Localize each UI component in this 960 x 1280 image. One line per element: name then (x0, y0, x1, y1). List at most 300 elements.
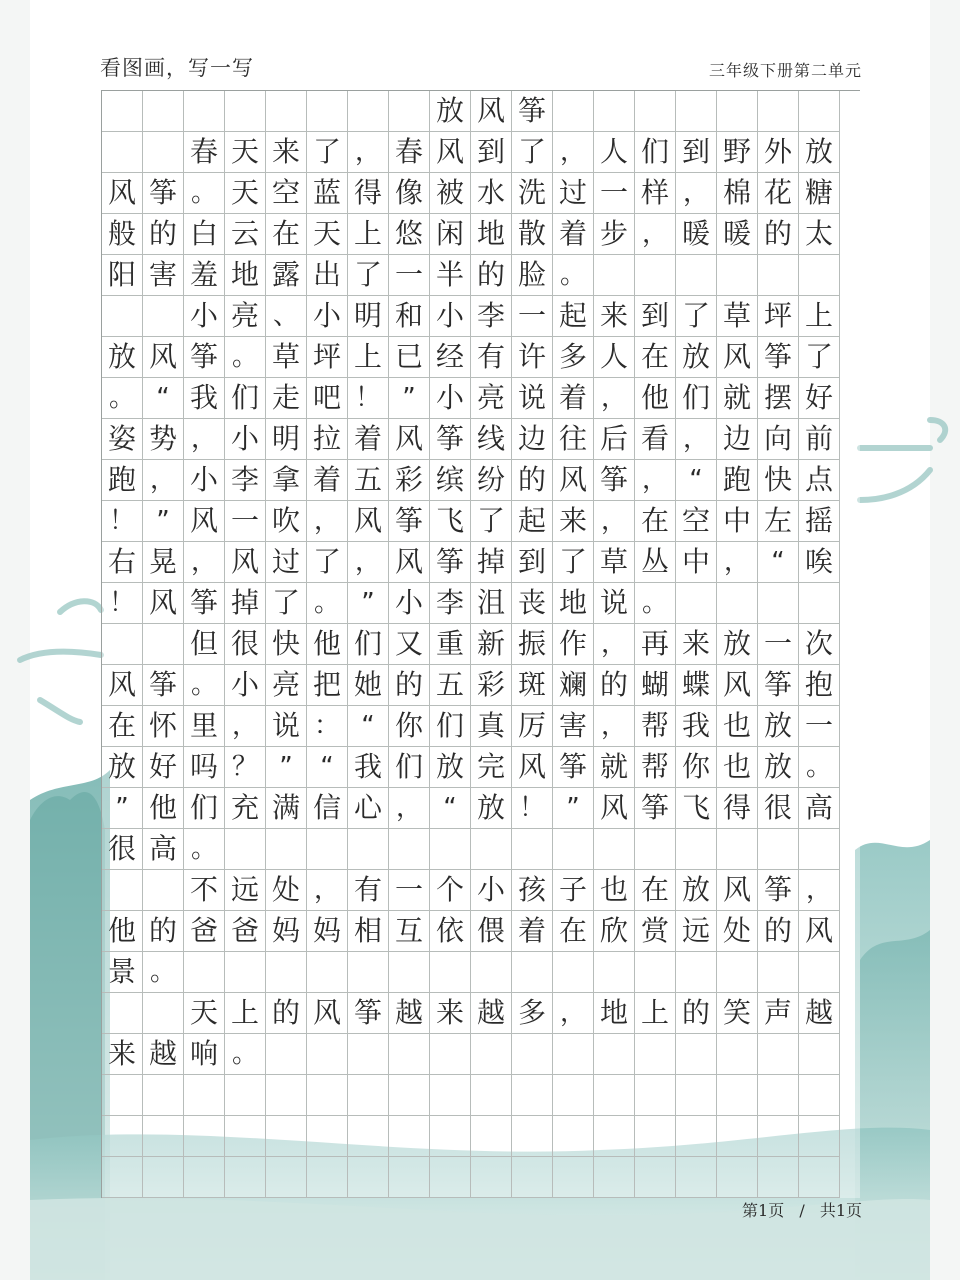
grid-cell: 不 (184, 870, 225, 911)
grid-cell: 小 (225, 419, 266, 460)
grid-cell: 小 (430, 378, 471, 419)
grid-cell: 上 (348, 337, 389, 378)
grid-cell: “ (143, 378, 184, 419)
grid-cell: 风 (143, 583, 184, 624)
grid-cell: 相 (348, 911, 389, 952)
grid-cell: 一 (389, 870, 430, 911)
grid-cell: 。 (184, 829, 225, 870)
grid-cell: 抱 (799, 665, 840, 706)
grid-cell: 样 (635, 173, 676, 214)
grid-cell: 子 (553, 870, 594, 911)
grid-cell: 露 (266, 255, 307, 296)
grid-cell: 般 (102, 214, 143, 255)
grid-cell: 。 (102, 378, 143, 419)
grid-cell: 天 (307, 214, 348, 255)
grid-cell: 放 (676, 870, 717, 911)
grid-cell: 风 (143, 337, 184, 378)
grid-cell: 半 (430, 255, 471, 296)
grid-cell: 妈 (266, 911, 307, 952)
grid-cell (307, 91, 348, 132)
grid-cell: 信 (307, 788, 348, 829)
grid-cell: 人 (594, 337, 635, 378)
grid-cell: 次 (799, 624, 840, 665)
grid-cell (594, 1075, 635, 1116)
grid-cell: 势 (143, 419, 184, 460)
grid-cell: 害 (143, 255, 184, 296)
grid-cell (717, 91, 758, 132)
grid-cell: ， (307, 870, 348, 911)
grid-cell: 筝 (758, 337, 799, 378)
grid-cell: “ (307, 747, 348, 788)
unit-label: 三年级下册第二单元 (708, 61, 862, 80)
grid-cell (348, 1116, 389, 1157)
grid-cell: ” (143, 501, 184, 542)
grid-cell: 悠 (389, 214, 430, 255)
grid-cell: 充 (225, 788, 266, 829)
grid-cell (389, 1116, 430, 1157)
grid-row (102, 255, 860, 296)
grid-cell: 了 (266, 583, 307, 624)
grid-cell: 筝 (143, 173, 184, 214)
grid-cell: 出 (307, 255, 348, 296)
grid-cell: ， (799, 870, 840, 911)
grid-cell: 暖 (676, 214, 717, 255)
grid-cell: 筝 (430, 419, 471, 460)
grid-cell: 着 (553, 214, 594, 255)
grid-cell: 着 (553, 378, 594, 419)
grid-cell: 们 (389, 747, 430, 788)
grid-cell: 右 (102, 542, 143, 583)
grid-cell: 在 (635, 870, 676, 911)
grid-cell: ， (594, 378, 635, 419)
grid-cell: 很 (758, 788, 799, 829)
grid-cell (635, 829, 676, 870)
grid-cell: ， (225, 706, 266, 747)
grid-cell: 多 (512, 993, 553, 1034)
grid-row (102, 911, 860, 952)
grid-cell: 他 (307, 624, 348, 665)
grid-cell: 但 (184, 624, 225, 665)
grid-cell (307, 1157, 348, 1198)
grid-cell: ， (348, 132, 389, 173)
grid-row (102, 419, 860, 460)
grid-cell: 彩 (471, 665, 512, 706)
grid-cell: 我 (184, 378, 225, 419)
grid-row (102, 1075, 860, 1116)
grid-cell (307, 829, 348, 870)
grid-cell: 向 (758, 419, 799, 460)
grid-cell: 放 (758, 747, 799, 788)
grid-row (102, 1034, 860, 1075)
grid-cell: ， (717, 542, 758, 583)
grid-cell: 筝 (389, 501, 430, 542)
grid-cell: 又 (389, 624, 430, 665)
grid-cell: 中 (717, 501, 758, 542)
grid-cell: 吗 (184, 747, 225, 788)
grid-cell (758, 829, 799, 870)
grid-cell: 了 (799, 337, 840, 378)
grid-cell (102, 993, 143, 1034)
grid-cell: 害 (553, 706, 594, 747)
grid-cell: 空 (266, 173, 307, 214)
grid-cell: ” (348, 583, 389, 624)
grid-cell (553, 1034, 594, 1075)
grid-cell (348, 952, 389, 993)
grid-cell: 唉 (799, 542, 840, 583)
grid-cell: 满 (266, 788, 307, 829)
grid-cell: 们 (225, 378, 266, 419)
grid-cell: 快 (758, 460, 799, 501)
grid-cell (102, 296, 143, 337)
grid-cell (389, 829, 430, 870)
grid-cell: 依 (430, 911, 471, 952)
grid-cell: 风 (471, 91, 512, 132)
grid-cell: 说 (512, 378, 553, 419)
grid-cell: 风 (717, 337, 758, 378)
grid-cell: 五 (348, 460, 389, 501)
grid-cell: 们 (348, 624, 389, 665)
grid-cell (471, 829, 512, 870)
grid-cell: ？ (225, 747, 266, 788)
grid-cell (389, 1034, 430, 1075)
grid-cell (717, 1157, 758, 1198)
grid-cell: 响 (184, 1034, 225, 1075)
grid-cell: 高 (143, 829, 184, 870)
grid-cell: 作 (553, 624, 594, 665)
grid-cell: 笑 (717, 993, 758, 1034)
grid-cell (799, 91, 840, 132)
grid-row (102, 173, 860, 214)
grid-cell (717, 1116, 758, 1157)
grid-cell: 赏 (635, 911, 676, 952)
grid-cell: 远 (225, 870, 266, 911)
grid-cell: 纷 (471, 460, 512, 501)
grid-cell: 有 (471, 337, 512, 378)
grid-cell: 放 (799, 132, 840, 173)
grid-cell (635, 1157, 676, 1198)
grid-cell: 风 (348, 501, 389, 542)
grid-cell: 筝 (553, 747, 594, 788)
grid-cell (676, 583, 717, 624)
grid-cell: 掉 (471, 542, 512, 583)
grid-row (102, 1157, 860, 1198)
grid-cell: 互 (389, 911, 430, 952)
grid-cell (307, 1034, 348, 1075)
grid-cell (143, 296, 184, 337)
grid-cell (594, 1157, 635, 1198)
grid-cell: 风 (717, 870, 758, 911)
grid-cell: 步 (594, 214, 635, 255)
grid-cell: 五 (430, 665, 471, 706)
grid-cell: 飞 (430, 501, 471, 542)
grid-cell (143, 1116, 184, 1157)
grid-cell: ： (307, 706, 348, 747)
grid-cell: 前 (799, 419, 840, 460)
grid-cell: 也 (594, 870, 635, 911)
grid-cell: 地 (225, 255, 266, 296)
grid-cell: ！ (102, 583, 143, 624)
grid-cell: ， (389, 788, 430, 829)
grid-cell: 风 (430, 132, 471, 173)
grid-cell: 春 (389, 132, 430, 173)
grid-cell: 好 (799, 378, 840, 419)
grid-cell (225, 1075, 266, 1116)
grid-cell: 得 (717, 788, 758, 829)
grid-cell: 风 (307, 993, 348, 1034)
grid-cell (102, 1075, 143, 1116)
grid-cell: 里 (184, 706, 225, 747)
grid-cell (512, 1116, 553, 1157)
grid-cell: 了 (307, 542, 348, 583)
grid-cell: 一 (225, 501, 266, 542)
grid-cell: 妈 (307, 911, 348, 952)
grid-cell: 放 (676, 337, 717, 378)
grid-row (102, 993, 860, 1034)
grid-cell (553, 1157, 594, 1198)
grid-row (102, 583, 860, 624)
grid-cell: ！ (102, 501, 143, 542)
grid-cell: 斓 (553, 665, 594, 706)
grid-cell: 振 (512, 624, 553, 665)
grid-cell: 帮 (635, 747, 676, 788)
grid-cell (758, 1034, 799, 1075)
grid-cell (225, 1157, 266, 1198)
grid-cell (389, 1075, 430, 1116)
grid-cell: 一 (512, 296, 553, 337)
grid-cell: 李 (430, 583, 471, 624)
grid-cell: 棉 (717, 173, 758, 214)
grid-cell: 地 (553, 583, 594, 624)
grid-cell: 坪 (758, 296, 799, 337)
grid-row (102, 870, 860, 911)
grid-cell: 把 (307, 665, 348, 706)
grid-cell: 上 (799, 296, 840, 337)
grid-cell (102, 1157, 143, 1198)
grid-cell: 摆 (758, 378, 799, 419)
grid-cell: 筝 (430, 542, 471, 583)
grid-cell: 边 (512, 419, 553, 460)
grid-cell: 起 (512, 501, 553, 542)
grid-cell: 的 (143, 911, 184, 952)
grid-cell: 经 (430, 337, 471, 378)
grid-cell (553, 1116, 594, 1157)
grid-cell (266, 952, 307, 993)
grid-cell (348, 1157, 389, 1198)
grid-cell: 闲 (430, 214, 471, 255)
grid-cell: 草 (266, 337, 307, 378)
grid-cell (471, 1157, 512, 1198)
grid-cell: 爸 (225, 911, 266, 952)
grid-cell: 外 (758, 132, 799, 173)
grid-cell: 很 (102, 829, 143, 870)
grid-cell: 阳 (102, 255, 143, 296)
grid-cell: 筝 (635, 788, 676, 829)
grid-cell: 景 (102, 952, 143, 993)
grid-cell: 我 (348, 747, 389, 788)
grid-cell: 天 (225, 173, 266, 214)
grid-cell: 沮 (471, 583, 512, 624)
grid-cell (471, 1116, 512, 1157)
grid-row (102, 952, 860, 993)
grid-cell: 你 (389, 706, 430, 747)
grid-cell: 散 (512, 214, 553, 255)
grid-cell: 吧 (307, 378, 348, 419)
grid-cell (143, 91, 184, 132)
grid-cell (266, 1075, 307, 1116)
grid-cell (102, 91, 143, 132)
grid-cell: 左 (758, 501, 799, 542)
grid-cell: 。 (225, 1034, 266, 1075)
grid-cell: 们 (430, 706, 471, 747)
grid-cell: 丛 (635, 542, 676, 583)
grid-cell (389, 91, 430, 132)
grid-cell: 。 (553, 255, 594, 296)
grid-cell: ， (348, 542, 389, 583)
grid-cell (676, 1034, 717, 1075)
grid-cell (676, 829, 717, 870)
grid-cell (799, 1034, 840, 1075)
grid-cell (676, 952, 717, 993)
grid-cell: 草 (717, 296, 758, 337)
grid-cell: 风 (389, 419, 430, 460)
grid-cell (758, 1075, 799, 1116)
grid-cell: “ (758, 542, 799, 583)
grid-cell: 再 (635, 624, 676, 665)
grid-cell: 处 (266, 870, 307, 911)
grid-cell (430, 952, 471, 993)
grid-cell: 帮 (635, 706, 676, 747)
grid-cell: 太 (799, 214, 840, 255)
grid-cell (676, 91, 717, 132)
grid-cell (799, 1157, 840, 1198)
grid-cell: 风 (512, 747, 553, 788)
grid-cell: 。 (635, 583, 676, 624)
grid-cell: 脸 (512, 255, 553, 296)
grid-cell: 来 (676, 624, 717, 665)
grid-cell: ， (676, 419, 717, 460)
grid-cell: 。 (225, 337, 266, 378)
grid-row (102, 132, 860, 173)
worksheet-title: 看图画，写一写 (100, 56, 254, 80)
grid-cell: 缤 (430, 460, 471, 501)
grid-cell: 后 (594, 419, 635, 460)
grid-cell: 坪 (307, 337, 348, 378)
grid-cell: 在 (102, 706, 143, 747)
grid-cell (102, 870, 143, 911)
grid-cell: 。 (184, 173, 225, 214)
grid-cell: 越 (389, 993, 430, 1034)
grid-cell: 也 (717, 747, 758, 788)
grid-cell (471, 1034, 512, 1075)
grid-cell (225, 829, 266, 870)
grid-cell: 拉 (307, 419, 348, 460)
grid-cell: ， (307, 501, 348, 542)
grid-cell: ” (102, 788, 143, 829)
grid-cell (594, 1116, 635, 1157)
grid-cell (102, 132, 143, 173)
grid-cell: 。 (143, 952, 184, 993)
grid-cell: 们 (635, 132, 676, 173)
grid-cell: 放 (758, 706, 799, 747)
grid-cell: 蓝 (307, 173, 348, 214)
grid-cell: ， (143, 460, 184, 501)
writing-grid (101, 90, 860, 1198)
grid-cell (758, 255, 799, 296)
grid-cell (676, 1157, 717, 1198)
grid-cell: 快 (266, 624, 307, 665)
grid-cell: 多 (553, 337, 594, 378)
grid-cell: 个 (430, 870, 471, 911)
grid-cell (717, 952, 758, 993)
grid-cell: 点 (799, 460, 840, 501)
grid-cell (430, 1034, 471, 1075)
grid-cell (799, 583, 840, 624)
grid-cell: ， (553, 993, 594, 1034)
grid-cell (184, 1075, 225, 1116)
page-footer (742, 1198, 862, 1221)
grid-cell: 水 (471, 173, 512, 214)
grid-cell: 来 (594, 296, 635, 337)
grid-cell (266, 1157, 307, 1198)
grid-cell: 蝶 (676, 665, 717, 706)
grid-cell: 有 (348, 870, 389, 911)
grid-cell (758, 1157, 799, 1198)
grid-cell: 放 (430, 747, 471, 788)
grid-cell: 暖 (717, 214, 758, 255)
grid-cell (266, 1034, 307, 1075)
grid-cell: 线 (471, 419, 512, 460)
grid-cell (102, 1116, 143, 1157)
grid-cell (594, 255, 635, 296)
grid-cell: 放 (102, 337, 143, 378)
grid-cell: 羞 (184, 255, 225, 296)
grid-row (102, 542, 860, 583)
grid-cell: 我 (676, 706, 717, 747)
grid-cell: 边 (717, 419, 758, 460)
grid-cell: 糖 (799, 173, 840, 214)
grid-row (102, 829, 860, 870)
grid-cell: 一 (594, 173, 635, 214)
grid-cell: 人 (594, 132, 635, 173)
grid-cell: 晃 (143, 542, 184, 583)
grid-cell: “ (430, 788, 471, 829)
grid-cell: 姿 (102, 419, 143, 460)
grid-cell: 到 (512, 542, 553, 583)
grid-cell: 风 (594, 788, 635, 829)
grid-cell (225, 952, 266, 993)
grid-cell (143, 993, 184, 1034)
grid-cell (635, 1075, 676, 1116)
grid-cell: 重 (430, 624, 471, 665)
grid-cell (389, 1157, 430, 1198)
grid-cell: 已 (389, 337, 430, 378)
grid-cell: 上 (348, 214, 389, 255)
grid-cell: 得 (348, 173, 389, 214)
grid-cell: 一 (799, 706, 840, 747)
grid-cell: 彩 (389, 460, 430, 501)
grid-cell: 的 (594, 665, 635, 706)
page-separator: / (799, 1201, 805, 1220)
grid-cell (594, 829, 635, 870)
grid-cell: 小 (471, 870, 512, 911)
grid-cell (143, 870, 184, 911)
grid-cell: 筝 (143, 665, 184, 706)
grid-cell: 在 (635, 337, 676, 378)
grid-cell: 了 (348, 255, 389, 296)
grid-cell: 摇 (799, 501, 840, 542)
grid-cell: 跑 (102, 460, 143, 501)
grid-cell: 。 (799, 747, 840, 788)
